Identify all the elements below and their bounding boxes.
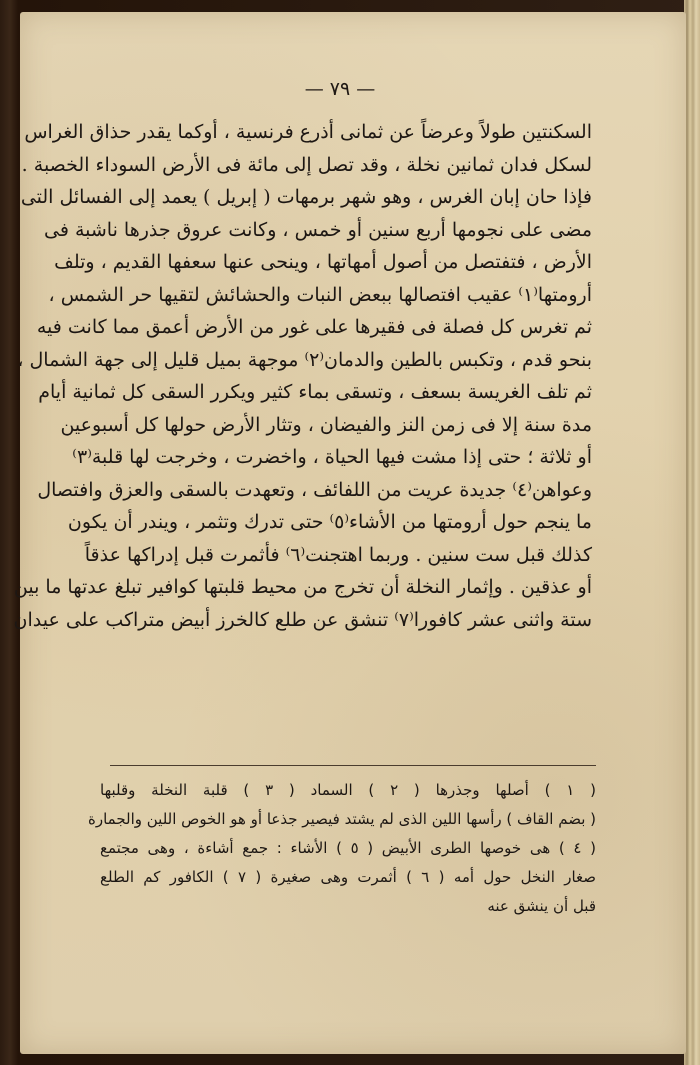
page-number: — ٧٩ — [304,78,376,100]
text-line: لسكل فدان ثمانين نخلة ، وقد تصل إلى مائة فى الأرض السوداء الخصبة . [21,153,592,176]
footnote-line: قبل أن ينشق عنه [487,897,596,915]
book-page-edges [684,0,700,1065]
text-line: الأرض ، فتفتصل من أصول أمهاتها ، وينحى عنها سعفها القديم ، وتلف [54,251,592,273]
text-line: ستة واثنى عشر كافورا⁽٧⁾ تنشق عن طلع كالخرز أبيض متراكب على عيدان [13,608,592,631]
text-line: وعواهن⁽٤⁾ جديدة عريت من اللفائف ، وتعهدت بالسقى والعزق وافتصال [37,478,592,501]
text-line: أو ثلاثة ؛ حتى إذا مشت فيها الحياة ، واخضرت ، وخرجت لها قلبة⁽٣⁾ [72,446,592,468]
footnote-line: ( بضم القاف ) رأسها اللين الذى لم يشتد فيصير جذعا أو هو الخوص اللين والجمارة [87,810,596,828]
text-line: مضى على نجومها أربع سنين أو خمس ، وكانت عروق جذرها ناشبة فى [44,218,592,241]
text-line: السكنتين طولاً وعرضاً عن ثمانى أذرع فرنسية ، أوكما يقدر حذاق الغراس [24,121,592,143]
text-line: أو عذقين . وإثمار النخلة أن تخرج من محيط قلبتها كوافير تبلغ عدتها ما بين [13,576,592,598]
footnotes [87,776,597,921]
footnote-line: ( ٤ ) هى خوصها الطرى الأبيض ( ٥ ) الأشاء : جمع أشاءة ، وهى مجتمع [100,839,596,857]
text-line: ما ينجم حول أرومتها من الأشاء⁽٥⁾ حتى تدرك وتثمر ، ويندر أن يكون [67,511,592,533]
text-line: فإذا حان إبان الغرس ، وهو شهر برمهات ( إبريل ) يعمد إلى الفسائل التى [20,186,592,208]
footnote-line: صغار النخل حول أمه ( ٦ ) أثمرت وهى صغيرة ( ٧ ) الكافور كم الطلع [100,868,597,886]
text-line: مدة سنة إلا فى زمن النز والفيضان ، وتثار الأرض حولها كل أسبوعين [60,413,592,436]
text-line: أرومتها⁽١⁾ عقيب افتصالها ببعض النبات والحشائش لتقيها حر الشمس ، [48,283,592,306]
text-line: ثم تغرس كل فصلة فى فقيرها على غور من الأرض أعمق مما كانت فيه [36,316,592,338]
footnote-line: ( ١ ) أصلها وجذرها ( ٢ ) السماد ( ٣ ) قلبة النخلة وقلبها [100,781,596,799]
footnote-divider [110,765,596,766]
text-line: بنحو قدم ، وتكبس بالطين والدمان⁽٢⁾ موجهة بميل قليل إلى جهة الشمال ، [17,348,592,371]
main-text [13,116,592,636]
text-line: كذلك قبل ست سنين . وربما اهتجنت⁽٦⁾ فأثمرت قبل إدراكها عذقاً [84,543,592,566]
text-line: ثم تلف الغريسة بسعف ، وتسقى بماء كثير ويكرر السقى كل ثمانية أيام [38,381,592,403]
